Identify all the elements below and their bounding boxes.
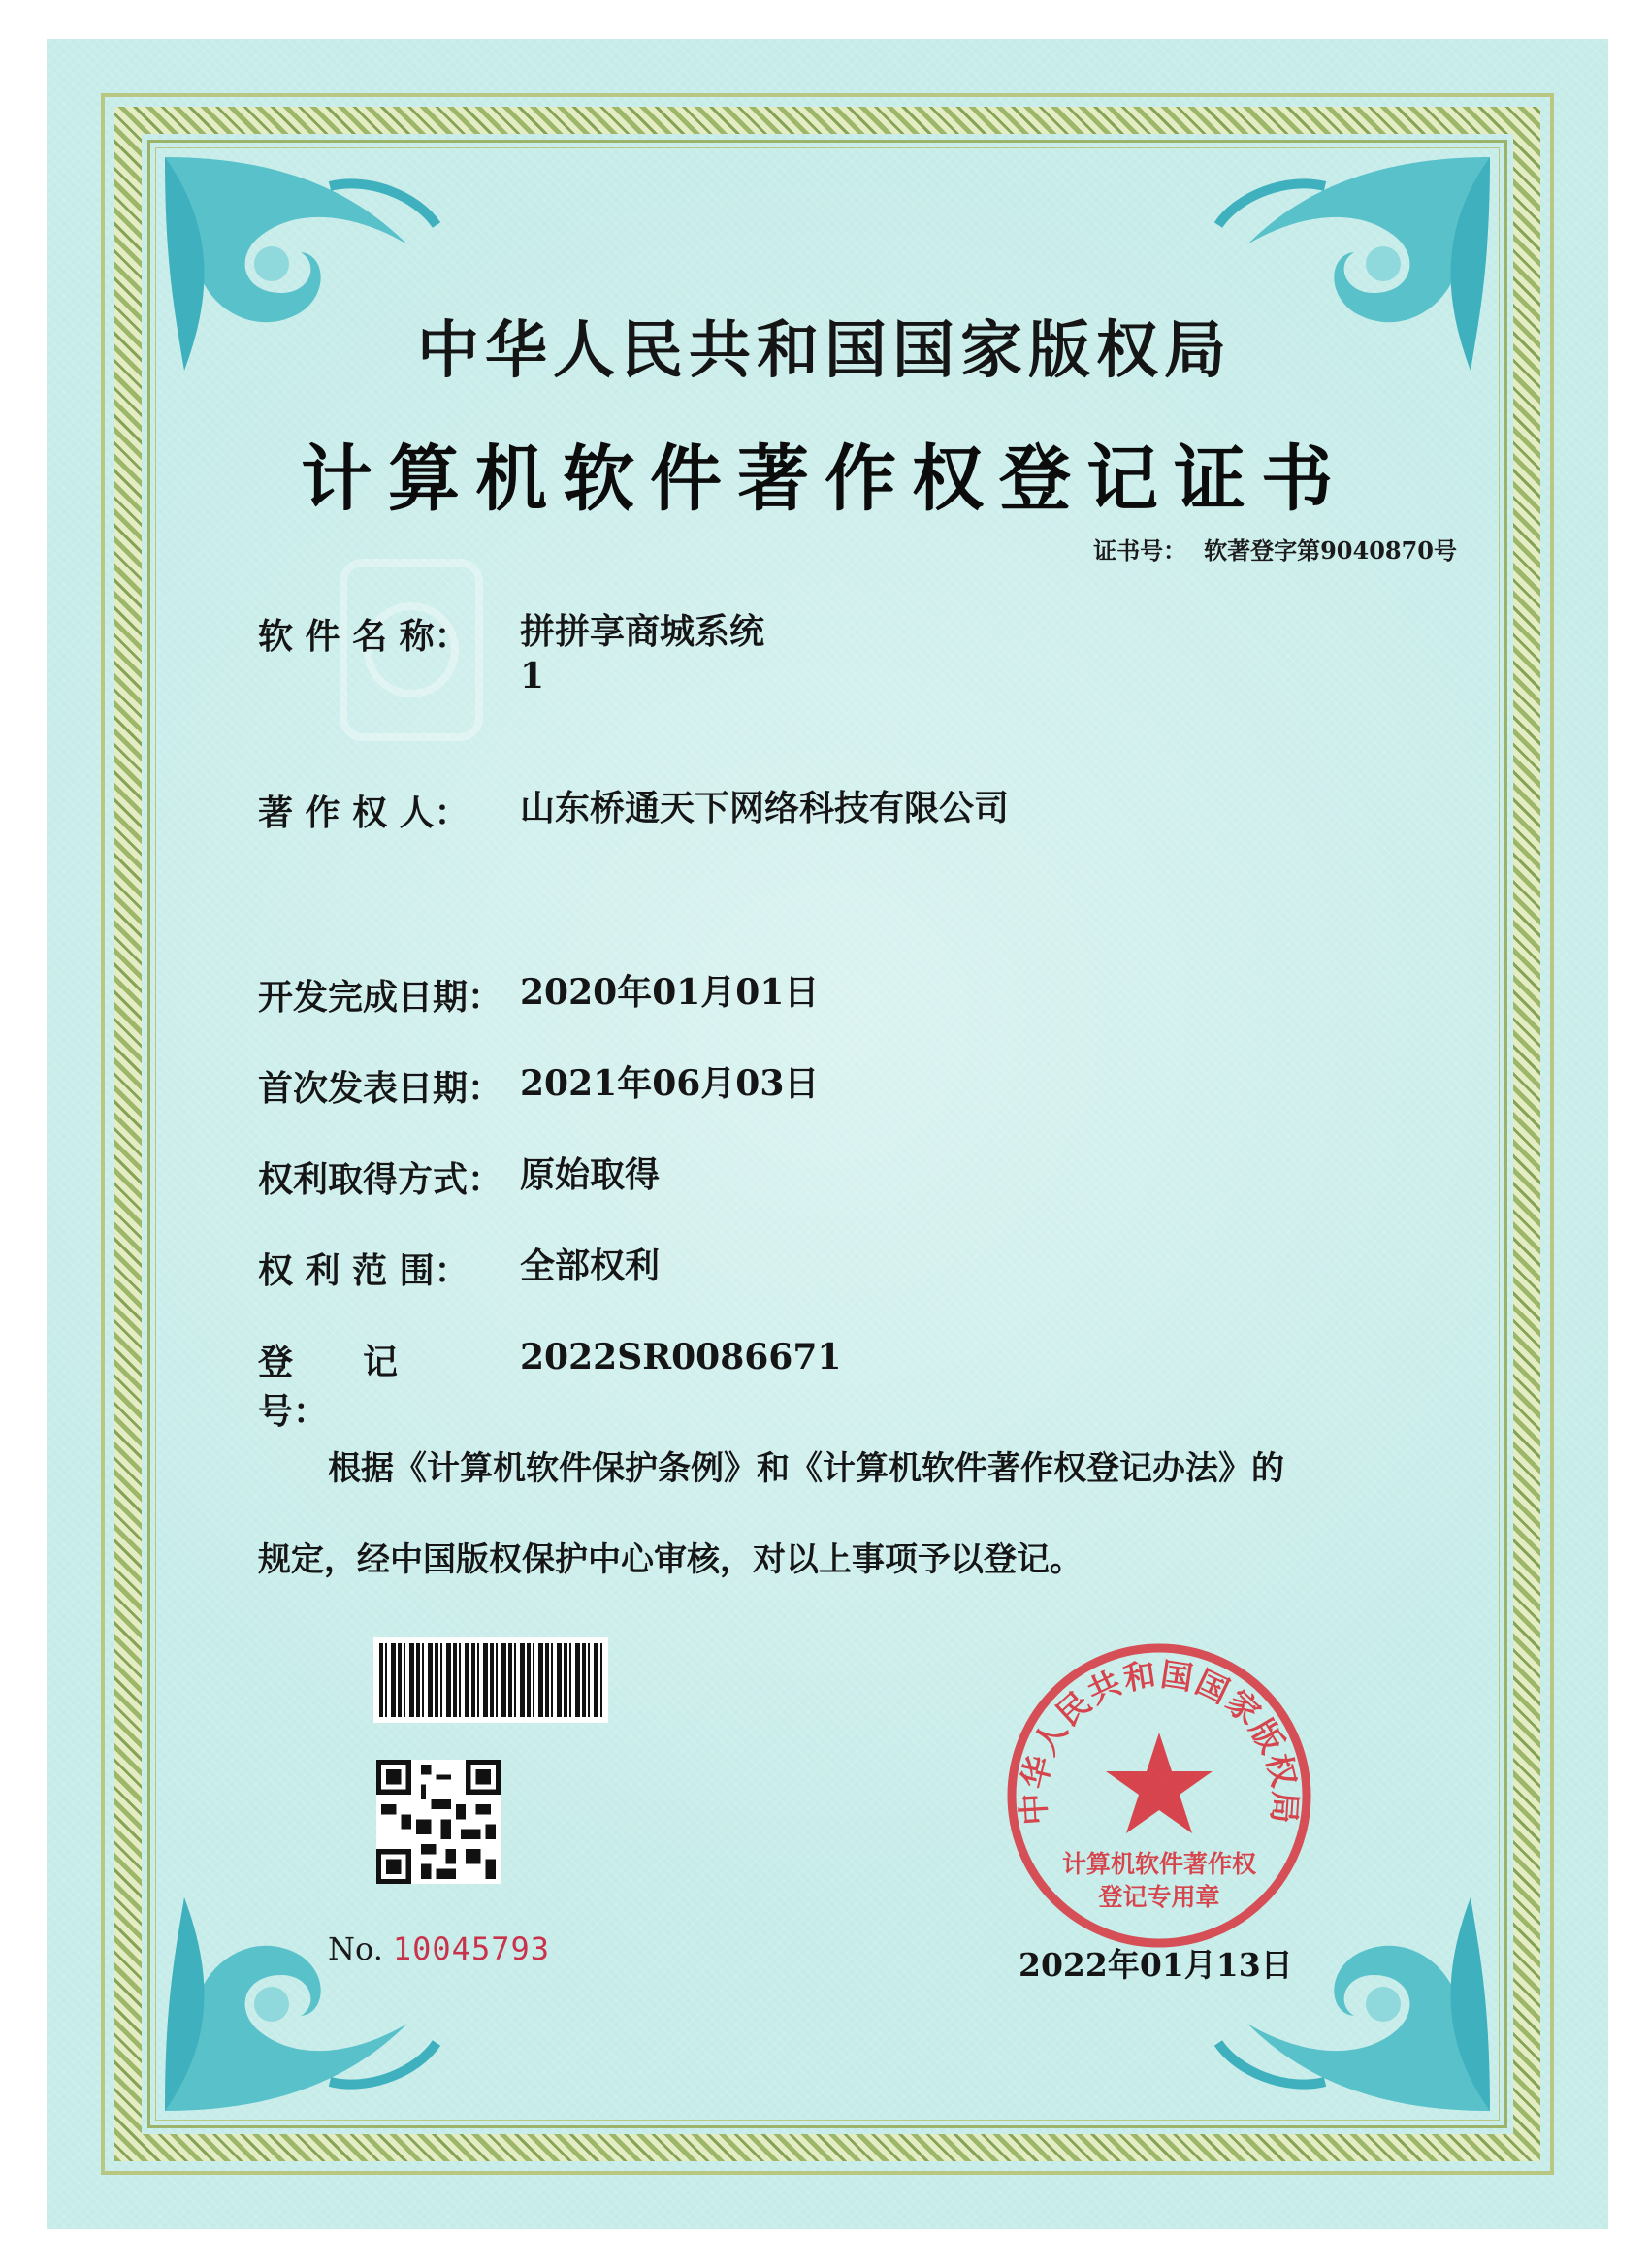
certificate-number: [1093, 532, 1457, 566]
serial-value: 10045793: [392, 1930, 550, 1967]
serial-label: No.: [328, 1930, 383, 1967]
field-copyright-owner: [258, 786, 1009, 835]
statement-line-2: 规定，经中国版权保护中心审核，对以上事项予以登记。: [258, 1540, 1083, 1579]
certificate-title: 计算机软件著作权登记证书: [301, 437, 1348, 521]
barcode: [373, 1637, 608, 1723]
field-value: 2021年06月03日: [520, 1063, 820, 1104]
field-value: 全部权利: [520, 1246, 661, 1286]
field-label: 权 利 范 围：: [258, 1250, 469, 1291]
seal-center-line-2: 登记专用章: [1098, 1883, 1220, 1911]
field-label: 登 记 号：: [258, 1342, 469, 1432]
field-label: 权利取得方式：: [258, 1159, 503, 1200]
field-value: 2022SR0086671: [520, 1337, 842, 1377]
qr-code: [376, 1760, 501, 1884]
issue-date: 2022年01月13日: [1018, 1946, 1293, 1984]
field-value: 2020年01月01日: [520, 972, 820, 1013]
certificate-number-label: 证书号：: [1093, 536, 1187, 565]
field-value: 山东桥通天下网络科技有限公司: [520, 788, 1010, 828]
field-label: 首次发表日期：: [258, 1068, 503, 1109]
field-value: 原始取得: [520, 1154, 661, 1195]
field-registration-no: [258, 1335, 841, 1434]
corner-ornament-bottom-left: [155, 1888, 446, 2121]
certificate-number-value: 软著登字第9040870号: [1204, 536, 1457, 565]
serial-number: [328, 1930, 550, 1967]
statement-line-1: 根据《计算机软件保护条例》和《计算机软件著作权登记办法》的: [328, 1449, 1284, 1488]
seal-center-line-1: 计算机软件著作权: [1061, 1850, 1257, 1878]
field-label: 软 件 名 称：: [258, 616, 469, 657]
field-label: 著 作 权 人：: [258, 793, 469, 833]
issuing-authority: 中华人民共和国国家版权局: [417, 314, 1232, 387]
official-seal: [1003, 1639, 1315, 1952]
seal-ring-text: 中华人民共和国国家版权局: [1014, 1655, 1305, 1827]
field-rights-acquisition: [258, 1152, 660, 1202]
field-software-name: [258, 609, 764, 698]
field-rights-scope: [258, 1244, 660, 1293]
field-value: 拼拼享商城系统 1: [520, 611, 765, 697]
field-label: 开发完成日期：: [258, 977, 503, 1018]
field-dev-complete-date: [258, 970, 819, 1020]
field-first-publish-date: [258, 1061, 819, 1111]
